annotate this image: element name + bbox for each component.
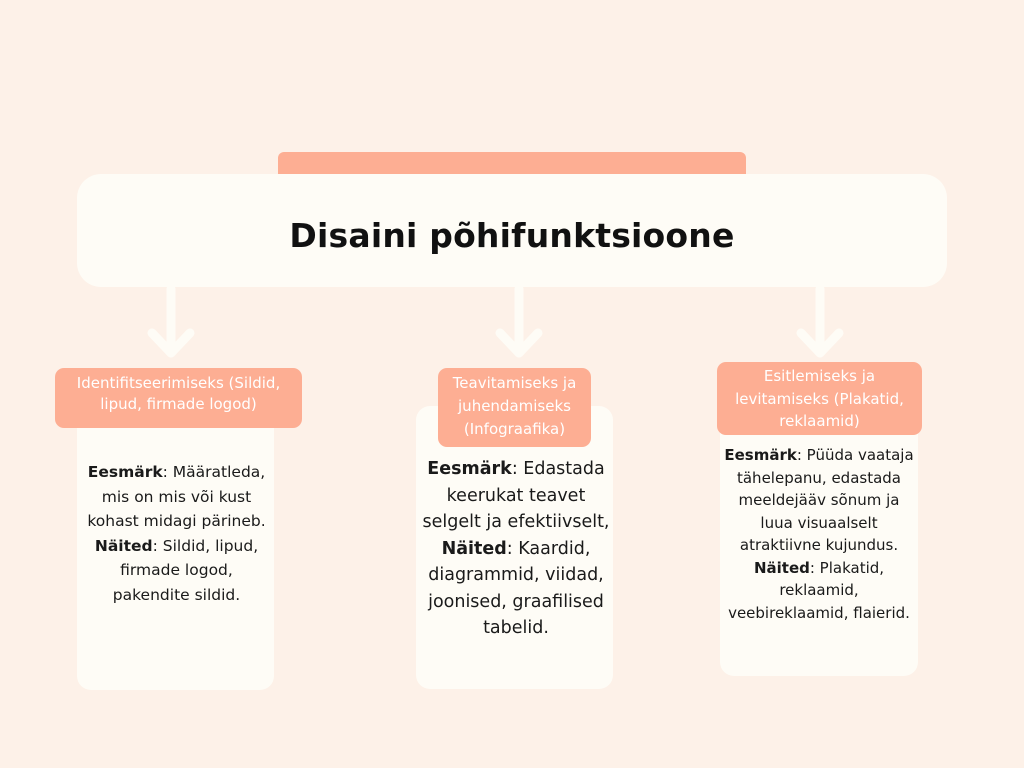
- examples-text: : Kaardid, diagrammid, viidad, joonised, graafilised tabelid.: [428, 538, 604, 638]
- examples-heading: Näited: [441, 538, 507, 559]
- goal-text: : Määratleda, mis on mis või kust kohast midagi pärineb.: [87, 463, 266, 530]
- examples-heading: Näited: [753, 558, 810, 577]
- title-box: [77, 174, 947, 287]
- goal-heading: Eesmärk: [87, 463, 163, 481]
- arrow-down-icon: [494, 287, 544, 359]
- card-label: Identifitseerimiseks (Sildid, lipud, firmade logod): [55, 368, 302, 428]
- examples-text: : Sildid, lipud, firmade logod, pakendite sildid.: [112, 536, 259, 604]
- examples-heading: Näited: [94, 536, 153, 555]
- goal-text: : Edastada keerukat teavet selgelt ja efektiivselt,: [422, 459, 610, 532]
- goal-heading: Eesmärk: [724, 446, 797, 464]
- card-body: [418, 456, 614, 642]
- card-body: [80, 460, 273, 607]
- card-label: Teavitamiseks ja juhendamiseks (Infograafika): [438, 368, 591, 447]
- card-body: [722, 444, 916, 624]
- arrow-down-icon: [795, 287, 845, 359]
- examples-text: : Plakatid, reklaamid, veebireklaamid, flaierid.: [728, 558, 910, 622]
- card-label: Esitlemiseks ja levitamiseks (Plakatid, reklaamid): [717, 362, 922, 435]
- diagram-title: Disaini põhifunktsioone: [289, 216, 735, 255]
- goal-text: : Püüda vaataja tähelepanu, edastada meeldejääv sõnum ja luua visuaalselt atraktiivne kujundus.: [736, 446, 914, 554]
- goal-heading: Eesmärk: [427, 459, 512, 479]
- arrow-down-icon: [146, 287, 196, 359]
